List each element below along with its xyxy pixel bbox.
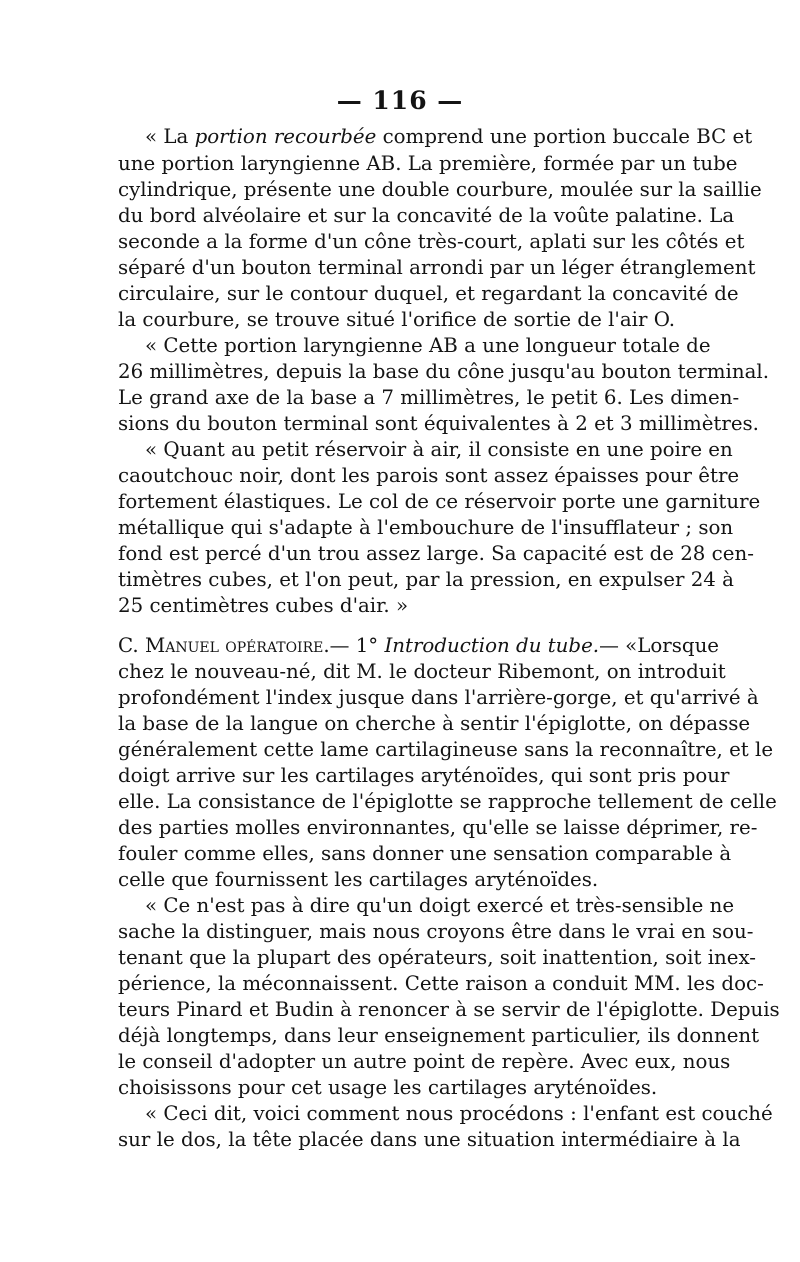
text-line: généralement cette lame cartilagineuse sans la reconnaître, et le [118,738,774,761]
text-span: — «Lorsque [599,634,720,657]
text-line: timètres cubes, et l'on peut, par la pression, en expulser 24 à [118,568,734,591]
text-line: celle que fournissent les cartilages aryténoïdes. [118,868,599,891]
text-span: « La [145,125,195,148]
text-line: tenant que la plupart des opérateurs, soit inattention, soit inex- [118,946,756,969]
text-line: la base de la langue on cherche à sentir l'épiglotte, on dépasse [118,712,751,735]
text-line: Le grand axe de la base a 7 millimètres, le petit 6. Les dimen- [118,386,740,409]
text-line: 26 millimètres, depuis la base du cône jusqu'au bouton terminal. [118,360,770,383]
text-line: fouler comme elles, sans donner une sensation comparable à [118,842,732,865]
section-heading: C. Manuel opératoire. [118,634,330,657]
subsection-title: Introduction du tube. [384,634,600,657]
text-line: caoutchouc noir, dont les parois sont assez épaisses pour être [118,464,740,487]
italic-term: portion recourbée [194,125,377,148]
text-line: 25 centimètres cubes d'air. » [118,594,409,617]
text-line: cylindrique, présente une double courbure, moulée sur la saillie [118,178,762,201]
text-line: « Ceci dit, voici comment nous procédons : l'enfant est couché [145,1102,773,1125]
text-line: circulaire, sur le contour duquel, et regardant la concavité de [118,282,739,305]
section-heading-line [118,633,720,659]
text-line: métallique qui s'adapte à l'embouchure de l'insufflateur ; son [118,516,734,539]
text-line: « Cette portion laryngienne AB a une longueur totale de [145,334,711,357]
text-line: fond est percé d'un trou assez large. Sa capacité est de 28 cen- [118,542,754,565]
text-line: fortement élastiques. Le col de ce réservoir porte une garniture [118,490,761,513]
text-line: sache la distinguer, mais nous croyons être dans le vrai en sou- [118,920,754,943]
text-line: des parties molles environnantes, qu'elle se laisse déprimer, re- [118,816,758,839]
text-line: choisissons pour cet usage les cartilages aryténoïdes. [118,1076,658,1099]
text-line: sions du bouton terminal sont équivalentes à 2 et 3 millimètres. [118,412,759,435]
text-line: déjà longtemps, dans leur enseignement particulier, ils donnent [118,1024,760,1047]
text-line: séparé d'un bouton terminal arrondi par un léger étranglement [118,256,756,279]
text-span: — 1° [329,634,385,657]
text-line: doigt arrive sur les cartilages aryténoïdes, qui sont pris pour [118,764,730,787]
text-line: teurs Pinard et Budin à renoncer à se servir de l'épiglotte. Depuis [118,998,780,1021]
text-line: profondément l'index jusque dans l'arrière-gorge, et qu'arrivé à [118,686,759,709]
text-line: « Quant au petit réservoir à air, il consiste en une poire en [145,438,733,461]
text-span: comprend une portion buccale BC et [376,125,753,148]
text-line: la courbure, se trouve situé l'orifice de sortie de l'air O. [118,308,676,331]
text-line: une portion laryngienne AB. La première, formée par un tube [118,152,738,175]
text-line: seconde a la forme d'un cône très-court, aplati sur les côtés et [118,230,745,253]
text-line: le conseil d'adopter un autre point de repère. Avec eux, nous [118,1050,731,1073]
page-number: — 116 — [336,86,464,115]
text-line [145,124,753,150]
text-line: périence, la méconnaissent. Cette raison a conduit MM. les doc- [118,972,764,995]
text-line: du bord alvéolaire et sur la concavité de la voûte palatine. La [118,204,735,227]
text-line: « Ce n'est pas à dire qu'un doigt exercé et très-sensible ne [145,894,735,917]
text-line: chez le nouveau-né, dit M. le docteur Ribemont, on introduit [118,660,726,683]
text-line: sur le dos, la tête placée dans une situation intermédiaire à la [118,1128,741,1151]
text-line: elle. La consistance de l'épiglotte se rapproche tellement de celle [118,790,777,813]
